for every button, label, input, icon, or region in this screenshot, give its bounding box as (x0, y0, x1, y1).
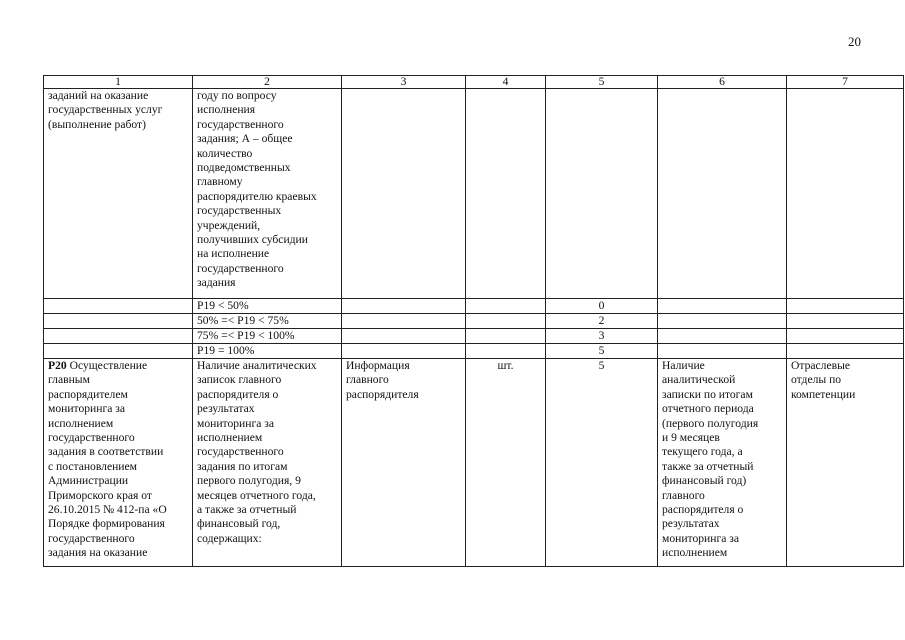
indicators-table (43, 75, 904, 567)
cell-empty (658, 344, 787, 359)
header-row (44, 76, 904, 89)
cell-empty (787, 299, 904, 314)
condition-score: 3 (546, 329, 658, 344)
cell-empty (342, 89, 466, 299)
cell-empty (787, 329, 904, 344)
cell-empty (466, 299, 546, 314)
indicator-description: Осуществление главным распорядителем мониторинга за исполнением государственного задания в соответствии с постановлением Администрации Приморского края от 26.10.2015 № 412-па «О Порядке формирования государственного задания на оказание (48, 359, 167, 560)
header-cell-3: 3 (342, 76, 466, 89)
cell-empty (342, 314, 466, 329)
cell-empty (466, 314, 546, 329)
header-cell-5: 5 (546, 76, 658, 89)
cell-empty (342, 299, 466, 314)
condition-text: Р19 = 100% (193, 344, 342, 359)
cell-empty (44, 314, 193, 329)
cell-source-p20: Информация главного распорядителя (342, 359, 466, 567)
page-number: 20 (848, 34, 861, 49)
condition-row (44, 329, 904, 344)
condition-row (44, 299, 904, 314)
cell-criteria-p20: Наличие аналитических записок главного распорядителя о результатах мониторинга за исполнением государственного задания по итогам первого полугодия, 9 месяцев отчетного года, а также за отчетный финансовый год, содержащих: (193, 359, 342, 567)
cell-description-p20: Наличие аналитической записки по итогам отчетного периода (первого полугодия и 9 месяцев текущего года, а также за отчетный финансовый год) главного распорядителя о результатах мониторинга за исполнением (658, 359, 787, 567)
cell-empty (44, 329, 193, 344)
indicator-code: Р20 (48, 359, 67, 372)
header-cell-6: 6 (658, 76, 787, 89)
condition-score: 5 (546, 344, 658, 359)
cell-score-p20: 5 (546, 359, 658, 567)
cell-formula-continued: году по вопросу исполнения государственного задания; А – общее количество подведомственных главному распорядителю краевых государственных учреждений, получивших субсидии на исполнение государственного задания (193, 89, 342, 299)
cell-empty (658, 89, 787, 299)
header-cell-2: 2 (193, 76, 342, 89)
cell-empty (466, 89, 546, 299)
cell-empty (787, 344, 904, 359)
continued-row (44, 89, 904, 299)
condition-text: 50% =< Р19 < 75% (193, 314, 342, 329)
cell-indicator-p20 (44, 359, 193, 567)
cell-empty (342, 329, 466, 344)
cell-empty (658, 299, 787, 314)
header-cell-4: 4 (466, 76, 546, 89)
condition-score: 0 (546, 299, 658, 314)
header-cell-1: 1 (44, 76, 193, 89)
cell-empty (466, 329, 546, 344)
cell-empty (44, 299, 193, 314)
cell-unit-p20: шт. (466, 359, 546, 567)
condition-text: 75% =< Р19 < 100% (193, 329, 342, 344)
cell-responsible-p20: Отраслевые отделы по компетенции (787, 359, 904, 567)
cell-empty (342, 344, 466, 359)
cell-empty (44, 344, 193, 359)
cell-indicator-continued: заданий на оказание государственных услуг (выполнение работ) (44, 89, 193, 299)
indicator-row-p20 (44, 359, 904, 567)
header-cell-7: 7 (787, 76, 904, 89)
cell-empty (466, 344, 546, 359)
condition-score: 2 (546, 314, 658, 329)
cell-empty (658, 314, 787, 329)
cell-empty (546, 89, 658, 299)
condition-row (44, 344, 904, 359)
condition-text: Р19 < 50% (193, 299, 342, 314)
cell-empty (787, 89, 904, 299)
cell-empty (787, 314, 904, 329)
cell-empty (658, 329, 787, 344)
condition-row (44, 314, 904, 329)
